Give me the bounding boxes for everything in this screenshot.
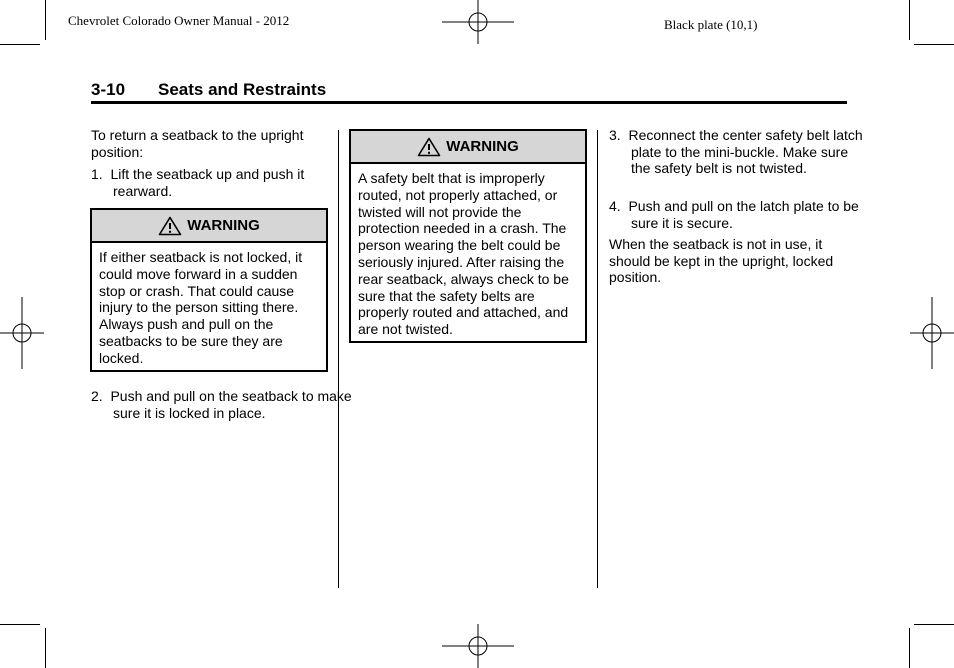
registration-mark-icon — [910, 297, 954, 369]
page-number: 3-10 — [91, 80, 126, 99]
crop-mark — [909, 628, 910, 668]
warning-text: If either seatback is not locked, it could move forward in a sudden stop or crash. That could cause injury to the person sitting there. Always push and pull on the seatbacks to be sure they are locked. — [99, 249, 303, 366]
step-2: 2. Push and pull on the seatback to make sure it is locked in place. — [91, 388, 352, 421]
warning-box — [349, 129, 587, 343]
step-4: 4. Push and pull on the latch plate to be sure it is secure. — [609, 198, 859, 231]
warning-title: WARNING — [187, 217, 260, 234]
warning-text: A safety belt that is improperly routed, not properly attached, or twisted will not provide the protection needed in a crash. The person wearing the belt could be seriously injured. After raising the rear seatback, always check to be sure that the safety belts are properly routed and attached, and are not twisted. — [358, 170, 569, 338]
step-1: 1. Lift the seatback up and push it rearward. — [91, 166, 305, 199]
registration-mark-icon — [442, 0, 514, 44]
section-heading — [91, 80, 326, 100]
plate-label: Black plate (10,1) — [664, 17, 758, 32]
manual-title: Chevrolet Colorado Owner Manual - 2012 — [68, 13, 290, 28]
warning-box — [90, 208, 328, 372]
column-divider — [597, 130, 598, 588]
registration-mark-icon — [0, 297, 44, 369]
crop-mark — [45, 628, 46, 668]
crop-mark — [914, 44, 954, 45]
section-title: Seats and Restraints — [158, 80, 327, 99]
crop-mark — [909, 0, 910, 40]
registration-mark-icon — [442, 624, 514, 668]
crop-mark — [0, 44, 40, 45]
crop-mark — [45, 0, 46, 40]
closing-paragraph: When the seatback is not in use, it should be kept in the upright, locked position. — [609, 236, 834, 285]
warning-triangle-icon — [158, 216, 182, 236]
warning-header — [351, 131, 585, 164]
warning-triangle-icon — [417, 137, 441, 157]
crop-mark — [914, 624, 954, 625]
heading-rule — [91, 101, 847, 104]
warning-header — [92, 210, 326, 243]
warning-title: WARNING — [446, 138, 519, 155]
step-3: 3. Reconnect the center safety belt latch plate to the mini-buckle. Make sure the safety belt is not twisted. — [609, 127, 863, 176]
intro-paragraph: To return a seatback to the upright position: — [91, 127, 304, 160]
crop-mark — [0, 624, 40, 625]
